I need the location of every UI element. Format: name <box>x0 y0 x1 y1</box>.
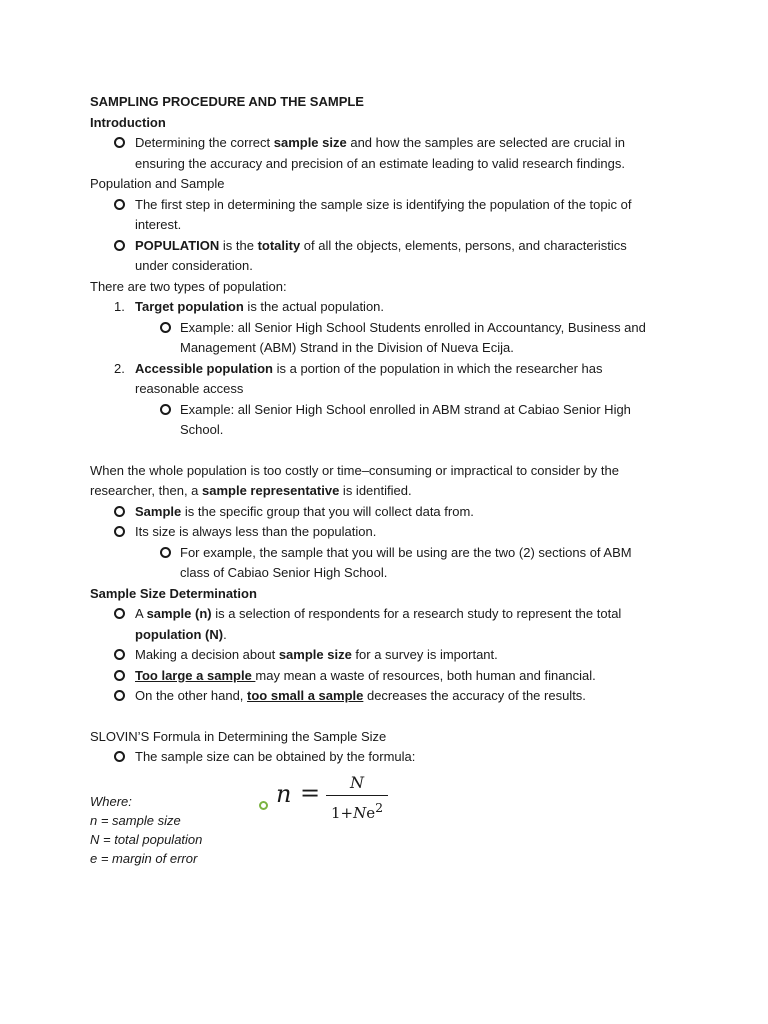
text: and how the samples are selected are crucial in <box>346 135 625 150</box>
list-number: 1. <box>114 299 125 314</box>
document-page <box>90 92 690 866</box>
types-intro: There are two types of population: <box>90 278 287 294</box>
slovin-heading: SLOVIN’S Formula in Determining the Sample Size <box>90 728 387 744</box>
text: is identified. <box>339 483 412 498</box>
text-bold: Sample <box>135 503 182 519</box>
list-item <box>90 318 690 359</box>
circle-bullet-icon <box>114 649 125 660</box>
list-number: 2. <box>114 360 125 376</box>
circle-bullet-icon <box>114 137 125 148</box>
text-italic: N <box>353 803 367 822</box>
text-bold: POPULATION <box>135 237 220 253</box>
text: On the other hand, <box>135 688 248 703</box>
circle-bullet-icon <box>114 608 125 619</box>
spacer <box>90 707 690 727</box>
text-bold: sample size <box>278 647 352 662</box>
text: decreases the accuracy of the results. <box>363 688 586 703</box>
text: . <box>223 626 227 642</box>
list-item <box>90 236 690 277</box>
text: Where: <box>90 793 132 809</box>
circle-bullet-icon <box>160 404 171 415</box>
text: 1+ <box>330 803 354 822</box>
circle-bullet-icon <box>114 751 125 762</box>
text: Example: all Senior High School enrolled in ABM strand at Cabiao Senior High <box>180 401 631 417</box>
text: n = sample size <box>90 812 181 828</box>
text: interest. <box>135 217 182 232</box>
text-bold: population (N) <box>135 626 224 642</box>
intro-heading: Introduction <box>90 114 166 130</box>
list-item <box>90 747 690 768</box>
text-bold-underline: too small a sample <box>247 688 364 703</box>
circle-bullet-icon <box>114 690 125 701</box>
spacer <box>90 441 690 461</box>
formula-denominator <box>326 796 388 823</box>
paragraph-line: When the whole population is too costly or time–consuming or impractical to consider by the <box>90 462 619 478</box>
text-bold: totality <box>257 237 301 253</box>
text: The first step in determining the sample size is identifying the population of the topic of <box>135 196 632 212</box>
text: For example, the sample that you will be using are the two (2) sections of ABM <box>180 544 632 560</box>
formula-legend <box>90 792 202 868</box>
circle-bullet-icon <box>114 670 125 681</box>
text-bold: Target population <box>135 299 244 314</box>
text: reasonable access <box>135 381 244 396</box>
formula-numerator: N <box>326 773 388 796</box>
text: N = total population <box>90 831 203 847</box>
text: A <box>135 606 147 621</box>
text: may mean a waste of resources, both human and financial. <box>255 667 596 683</box>
text: The sample size can be obtained by the formula: <box>135 749 416 764</box>
text-bold: sample (n) <box>146 606 212 621</box>
text-bold: sample size <box>273 135 347 150</box>
green-circle-bullet-icon <box>259 801 268 810</box>
list-item <box>90 604 690 645</box>
text: Determining the correct <box>135 135 274 150</box>
text: is a selection of respondents for a research study to represent the total <box>211 606 622 621</box>
text: Management (ABM) Strand in the Division of Nueva Ecija. <box>180 340 514 355</box>
circle-bullet-icon <box>114 199 125 210</box>
list-item <box>90 133 690 174</box>
text: is a portion of the population in which the researcher has <box>272 360 603 376</box>
list-item <box>90 686 690 707</box>
list-item <box>90 543 690 584</box>
text: under consideration. <box>135 258 253 273</box>
text: of all the objects, elements, persons, and characteristics <box>300 237 627 253</box>
slovin-formula <box>90 768 690 866</box>
text: Its size is always less than the population. <box>135 524 377 539</box>
population-heading: Population and Sample <box>90 176 225 191</box>
formula-equals: = <box>300 778 321 807</box>
formula-lhs: n <box>276 779 292 808</box>
text: for a survey is important. <box>351 647 498 662</box>
circle-bullet-icon <box>114 240 125 251</box>
text: e = margin of error <box>90 850 198 866</box>
list-item <box>90 502 690 523</box>
text: class of Cabiao Senior High School. <box>180 565 388 580</box>
list-item <box>90 195 690 236</box>
text: is the specific group that you will collect data from. <box>181 503 474 519</box>
text: Example: all Senior High School Students enrolled in Accountancy, Business and <box>180 319 646 335</box>
text: is the actual population. <box>243 299 385 314</box>
sample-size-heading: Sample Size Determination <box>90 585 257 601</box>
list-item <box>90 645 690 666</box>
formula-fraction <box>326 773 388 823</box>
circle-bullet-icon <box>114 526 125 537</box>
document-title: SAMPLING PROCEDURE AND THE SAMPLE <box>90 94 364 109</box>
text-bold: Accessible population <box>135 360 273 376</box>
text-bold: sample representative <box>202 483 340 498</box>
list-item <box>90 400 690 441</box>
text: School. <box>180 422 224 437</box>
text: e <box>366 803 376 822</box>
text: ensuring the accuracy and precision of an estimate leading to valid research findings. <box>135 155 625 171</box>
text: is the <box>219 237 258 253</box>
circle-bullet-icon <box>160 547 171 558</box>
circle-bullet-icon <box>160 322 171 333</box>
numbered-item <box>90 297 690 318</box>
text-bold-underline: Too large a sample <box>135 667 256 683</box>
text: researcher, then, a <box>90 483 203 498</box>
exponent: 2 <box>375 799 384 815</box>
list-item <box>90 522 690 543</box>
text: Making a decision about <box>135 647 279 662</box>
numbered-item <box>90 359 690 400</box>
list-item <box>90 666 690 687</box>
circle-bullet-icon <box>114 506 125 517</box>
